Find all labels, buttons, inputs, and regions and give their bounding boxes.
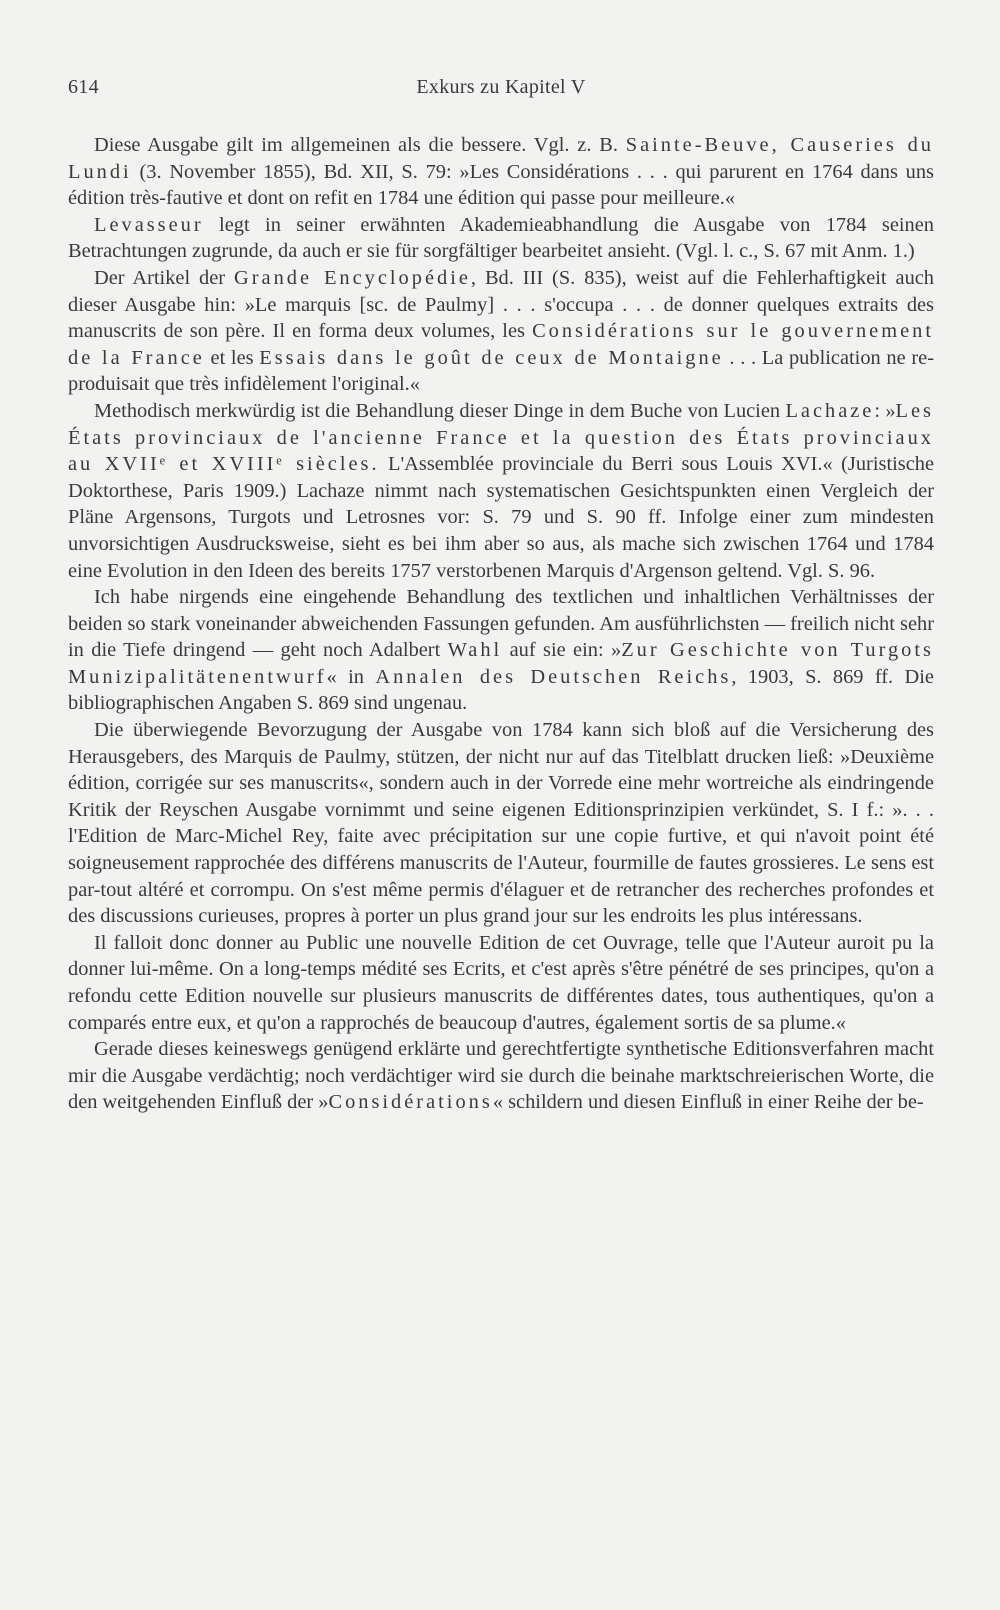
text-run: : » bbox=[874, 399, 896, 422]
paragraph bbox=[68, 584, 934, 717]
page-number: 614 bbox=[68, 76, 99, 98]
spaced-emphasis-text: Annalen des Deutschen Reichs bbox=[375, 665, 732, 688]
paragraph bbox=[68, 212, 934, 265]
spaced-emphasis-text: Considérations bbox=[328, 1091, 493, 1114]
text-run: Methodisch merkwürdig ist die Behandlung dieser Dinge in dem Buche von Lucien bbox=[94, 399, 786, 422]
running-title: Exkurs zu Kapitel V bbox=[416, 76, 586, 98]
text-run: « schildern und diesen Einfluß in einer Reihe der be- bbox=[492, 1091, 924, 1114]
page-header bbox=[68, 76, 934, 106]
spaced-emphasis-text: Lachaze bbox=[785, 399, 875, 422]
text-run: (3. November 1855), Bd. XII, S. 79: »Les Considérations . . . qui parurent en 1764 dans uns édition très-fautive et dont on refit en 1784 une édition qui passe pour meilleure.« bbox=[68, 160, 934, 210]
paragraph bbox=[68, 930, 934, 1036]
spaced-emphasis-text: Wahl bbox=[447, 639, 503, 662]
text-run: et les bbox=[204, 346, 260, 369]
text-run: Ich habe nirgends eine eingehende Behandlung des textlichen und inhaltlichen Verhältnisses der beiden so stark voneinander abweichenden Fassungen gefunden. Am ausführlichsten — freilich nicht sehr in die Tiefe dringend — geht noch Adalbert bbox=[68, 586, 934, 662]
paragraph bbox=[68, 1036, 934, 1116]
text-run: , 1903, S. 869 ff. Die bibliographischen Angaben S. 869 sind ungenau. bbox=[68, 665, 934, 715]
text-run: Il falloit donc donner au Public une nouvelle Edition de cet Ouvrage, telle que l'Auteur auroit pu la donner lui-même. On a long-temps médité ses Ecrits, et c'est après s'être pénétré de ses principes, qu'on a refondu cette Edition nouvelle sur plusieurs manuscrits de différentes dates, tous authentiques, qu'on a comparés entre eux, et qu'on a rapprochés de beaucoup d'autres, également sortis de sa plume.« bbox=[68, 931, 934, 1034]
spaced-emphasis-text: Zur Geschichte von Turgots Munizipalitätenentwurf bbox=[68, 639, 934, 688]
spaced-emphasis-text: Les États provinciaux de l'ancienne France et la question des États provinciaux au XVIIᵉ et XVIIIᵉ siècles. bbox=[68, 399, 934, 476]
text-run: Gerade dieses keineswegs genügend erklärte und gerechtfertigte synthetische Editionsverfahren macht mir die Ausgabe verdächtig; noch verdächtiger wird sie durch die beinahe marktschreierischen Worte, die den weitgehenden Einfluß der » bbox=[68, 1038, 934, 1114]
text-run: auf sie ein: » bbox=[502, 639, 622, 662]
paragraph bbox=[68, 132, 934, 212]
paragraph bbox=[68, 398, 934, 584]
text-run: . . . La publication ne reproduisait que très infidèlement l'original.« bbox=[68, 346, 934, 396]
text-run: « in bbox=[326, 665, 376, 688]
text-run: legt in seiner erwähnten Akademieabhandlung die Ausgabe von 1784 seinen Betrachtungen zugrunde, da auch er sie für sorgfältiger bearbeitet ansieht. (Vgl. l. c., S. 67 mit Anm. 1.) bbox=[68, 213, 934, 263]
text-run: Die überwiegende Bevorzugung der Ausgabe von 1784 kann sich bloß auf die Versicherung des Herausgebers, des Marquis de Paulmy, stützen, der nicht nur auf das Titelblatt drucken ließ: »Deuxième édition, corrigée sur ses manuscrits«, sondern auch in der Vorrede eine mehr wortreiche als eindringende Kritik der Reyschen Ausgabe vornimmt und seine eigenen Editionsprinzipien verkündet, S. I f.: ». . . l'Edition de Marc-Michel Rey, faite avec précipitation sur une copie furtive, et qui n'avoit point été soigneusement rapprochée des différens manuscrits de l'Auteur, fourmille de fautes grossieres. Le sens est par-tout altéré et corrompu. On s'est même permis d'élaguer et de retrancher des recherches profondes et des discussions curieuses, propres à porter un plus grand jour sur les endroits les plus intéressans. bbox=[68, 719, 934, 928]
spaced-emphasis-text: Considérations sur le gouvernement de la France bbox=[68, 320, 934, 369]
text-run: Diese Ausgabe gilt im allgemeinen als die bessere. Vgl. z. B. bbox=[94, 134, 626, 156]
text-run: L'Assemblée provinciale du Berri sous Louis XVI.« (Juristische Doktorthese, Paris 1909.) Lachaze nimmt nach systematischen Gesichtspunkten einen Vergleich der Pläne Argensons, Turgots und Letrosnes vor: S. 79 und S. 90 ff. Infolge einer zum mindesten unvorsichtigen Ausdrucksweise, sieht es bei ihm aber so aus, als mache sich zwischen 1764 und 1784 eine Evolution in den Ideen des bereits 1757 verstorbenen Marquis d'Argenson geltend. Vgl. S. 96. bbox=[68, 453, 935, 582]
body-text bbox=[68, 132, 934, 1116]
spaced-emphasis-text: Sainte-Beuve, Causeries du Lundi bbox=[68, 134, 934, 183]
spaced-emphasis-text: Essais dans le goût de ceux de Montaigne bbox=[259, 346, 724, 369]
text-run: Der Artikel der bbox=[94, 266, 235, 289]
spaced-emphasis-text: Grande Encyclopédie bbox=[234, 266, 471, 289]
spaced-emphasis-text: Levasseur bbox=[94, 213, 204, 236]
paragraph bbox=[68, 265, 934, 398]
text-run: , Bd. III (S. 835), weist auf die Fehlerhaftigkeit auch dieser Ausgabe hin: »Le marquis [sc. de Paulmy] . . . s'occupa . . . de donner quelques extraits des manuscrits de son père. Il en forma deux volumes, les bbox=[68, 266, 935, 343]
paragraph bbox=[68, 717, 934, 930]
